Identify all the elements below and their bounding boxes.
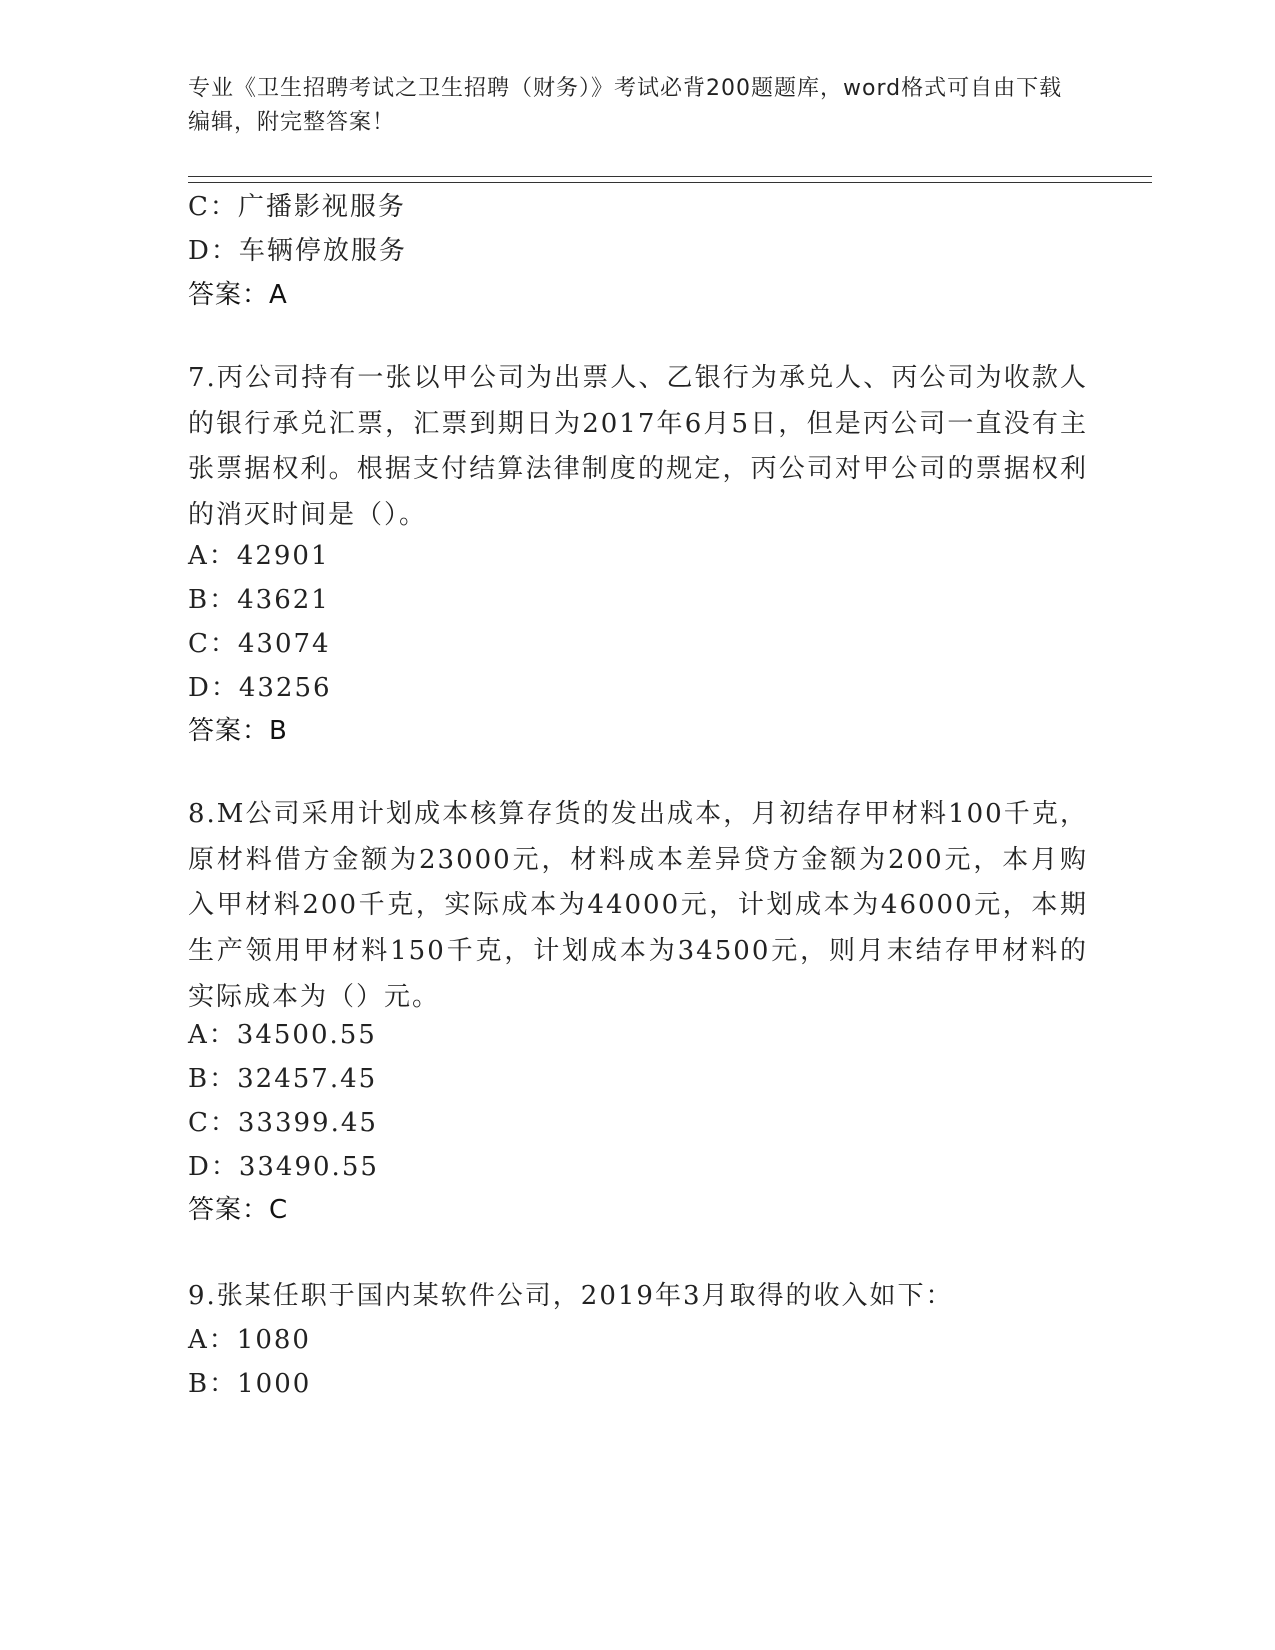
header-divider-top: [188, 176, 1152, 177]
question-8-option-d: D：33490.55: [188, 1152, 379, 1182]
prev-option-d: D：车辆停放服务: [188, 236, 407, 266]
question-8-text: 8.M公司采用计划成本核算存货的发出成本，月初结存甲材料100千克，原材料借方金额为23000元，材料成本差异贷方金额为200元，本月购入甲材料200千克，实际成本为44000元，计划成本为46000元，本期生产领用甲材料150千克，计划成本为34500元，则月末结存甲材料的实际成本为（）元。: [188, 799, 1088, 1012]
question-9-option-a: A：1080: [188, 1325, 311, 1355]
question-9-text: 9.张某任职于国内某软件公司，2019年3月取得的收入如下：: [188, 1281, 954, 1311]
prev-answer: 答案：A: [188, 280, 288, 310]
question-7-option-d: D：43256: [188, 673, 332, 703]
prev-option-c: C：广播影视服务: [188, 192, 406, 222]
header-divider-bottom: [188, 182, 1152, 183]
question-7-option-a: A：42901: [188, 541, 330, 571]
question-7-text: 7.丙公司持有一张以甲公司为出票人、乙银行为承兑人、丙公司为收款人的银行承兑汇票，汇票到期日为2017年6月5日，但是丙公司一直没有主张票据权利。根据支付结算法律制度的规定，丙公司对甲公司的票据权利的消灭时间是（）。: [188, 363, 1088, 531]
question-8-answer: 答案：C: [188, 1195, 289, 1225]
question-8-option-a: A：34500.55: [188, 1020, 377, 1050]
question-7-option-b: B：43621: [188, 585, 330, 615]
question-8-option-b: B：32457.45: [188, 1064, 378, 1094]
question-9-option-b: B：1000: [188, 1369, 312, 1399]
question-7-answer: 答案：B: [188, 716, 288, 746]
page-header-title: 专业《卫生招聘考试之卫生招聘（财务）》考试必背200题题库，word格式可自由下载编辑，附完整答案！: [188, 76, 1063, 135]
question-7-option-c: C：43074: [188, 629, 331, 659]
question-8-option-c: C：33399.45: [188, 1108, 378, 1138]
